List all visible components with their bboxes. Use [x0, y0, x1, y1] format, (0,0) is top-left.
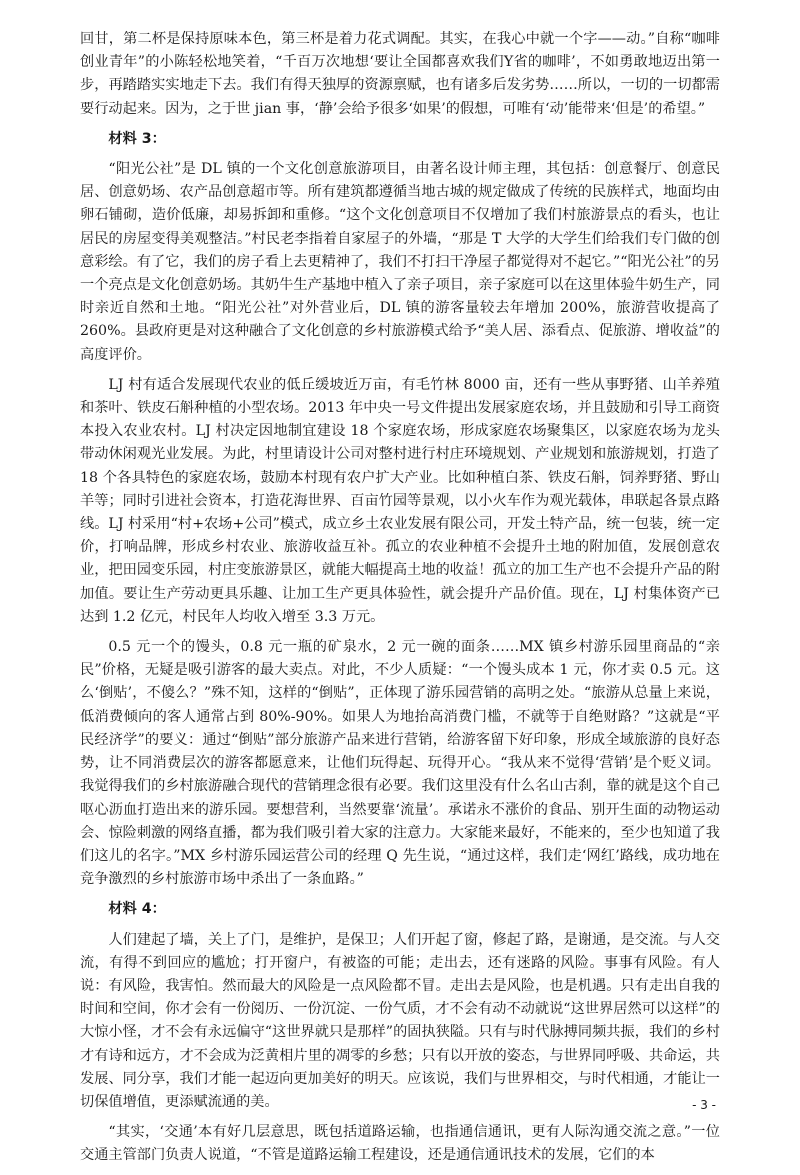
material-3-paragraph-3: 0.5 元一个的馒头，0.8 元一瓶的矿泉水，2 元一碗的面条……MX 镇乡村游乐园里商品的“亲民”价格，无疑是吸引游客的最大卖点。对此，不少人质疑：“一个馒头成本 1 元，你才卖 0.5 元。这么‘倒贴’，不傻么？”殊不知，这样的“倒贴”，正体现了游乐园营销的高明之处。“旅游从总量上来说，低消费倾向的客人通常占到 80%-90%。如果人为地抬高消费门槛，不就等于自绝财路？”这就是“平民经济学”的要义：通过“倒贴”部分旅游产品来进行营销，给游客留下好印象，形成全域旅游的良好态势，让不同消费层次的游客都愿意来，让他们玩得起、玩得开心。“我从来不觉得‘营销’是个贬义词。我觉得我们的乡村旅游融合现代的营销理念很有必要。我们这里没有什么名山古刹，靠的就是这个自己呕心沥血打造出来的游乐园。要想营利，当然要靠‘流量’。承诺永不涨价的食品、别开生面的动物运动会、惊险刺激的网络直播，都为我们吸引着大家的注意力。大家能来最好，不能来的，至少也知道了我们这儿的名字。”MX 乡村游乐园运营公司的经理 Q 先生说，“通过这样，我们走‘网红’路线，成功地在竞争激烈的乡村旅游市场中杀出了一条血路。” — [80, 639, 720, 888]
material-4-heading: 材料 4： — [108, 901, 166, 918]
document-body — [80, 28, 720, 1175]
material-4-paragraph-2: “其实，‘交通’本有好几层意思，既包括道路运输，也指通信通讯，更有人际沟通交流之意。”一位交通主管部门负责人说道，“不管是道路运输工程建设，还是通信通讯技术的发展，它们的本 — [80, 1124, 720, 1164]
material-3-paragraph-1: “阳光公社”是 DL 镇的一个文化创意旅游项目，由著名设计师主理，其包括：创意餐厅、创意民居、创意奶场、农产品创意超市等。所有建筑都遵循当地古城的规定做成了传统的民族样式，地面均由卵石铺砌，造价低廉，却易拆卸和重修。“这个文化创意项目不仅增加了我们村旅游景点的看头，也让居民的房屋变得美观整洁。”村民老李指着自家屋子的外墙，“那是 T 大学的大学生们给我们专门做的创意彩绘。有了它，我们的房子看上去更精神了，我们不打扫干净屋子都觉得对不起它。”“阳光公社”的另一个亮点是文化创意奶场。其奶牛生产基地中植入了亲子项目，亲子家庭可以在这里体验牛奶生产，同时亲近自然和土地。“阳光公社”对外营业后，DL 镇的游客量较去年增加 200%，旅游营收提高了 260%。县政府更是对这种融合了文化创意的乡村旅游模式给予“美人居、添看点、促旅游、增收益”的高度评价。 — [80, 161, 720, 363]
material-3-heading: 材料 3： — [108, 130, 166, 147]
page-number: - 3 - — [692, 1098, 716, 1112]
material-3-paragraph-2: LJ 村有适合发展现代农业的低丘缓坡近万亩，有毛竹林 8000 亩，还有一些从事野猪、山羊养殖和茶叶、铁皮石斛种植的小型农场。2013 年中央一号文件提出发展家庭农场，并且鼓励和引导工商资本投入农业农村。LJ 村决定因地制宜建设 18 个家庭农场，形成家庭农场聚集区，以家庭农场为龙头带动休闲观光业发展。为此，村里请设计公司对整村进行村庄环境规划、产业规划和旅游规划，打造了 18 个各具特色的家庭农场，鼓励本村现有农户扩大产业。比如种植白茶、铁皮石斛，饲养野猪、野山羊等；同时引进社会资本，打造花海世界、百亩竹园等景观，以小火车作为观光载体，串联起各景点路线。LJ 村采用“村+农场+公司”模式，成立乡土农业发展有限公司，开发土特产品，统一包装，统一定价，打响品牌，形成乡村农业、旅游收益互补。孤立的农业种植不会提升土地的附加值，发展创意农业，把田园变乐园，村庄变旅游景区，就能大幅提高土地的收益！孤立的加工生产也不会提升产品的附加值。要让生产劳动更具乐趣、让加工生产更具体验性，就会提升产品价值。现在，LJ 村集体资产已达到 1.2 亿元，村民年人均收入增至 3.3 万元。 — [80, 376, 720, 625]
paragraph-continued: 回甘，第二杯是保持原味本色，第三杯是着力花式调配。其实，在我心中就一个字——动。”自称“咖啡创业青年”的小陈轻松地笑着，“千百万次地想‘要让全国都喜欢我们Y省的咖啡’，不如勇敢地迈出第一步，再踏踏实实地走下去。我们有得天独厚的资源禀赋，也有诸多后发劣势……所以，一切的一切都需要行动起来。因为，之于世 jian 事，‘静’会给予很多‘如果’的假想，可唯有‘动’能带来‘但是’的希望。” — [80, 31, 720, 117]
material-4-paragraph-1: 人们建起了墙，关上了门，是维护，是保卫；人们开起了窗，修起了路，是谢通，是交流。与人交流，有得不到回应的尴尬；打开窗户，有被盗的可能；走出去，还有迷路的风险。事事有风险。有人说：有风险，我害怕。然而最大的风险是一点风险都不冒。走出去是风险，也是机遇。只有走出自我的时间和空间，你才会有一份阅历、一份沉淀、一份气质，才不会有动不动就说“这世界居然可以这样”的大惊小怪，才不会有永远偏守“这世界就只是那样”的固执狭隘。只有与时代脉搏同频共振，我们的乡村才有诗和远方，才不会成为泛黄相片里的凋零的乡愁；只有以开放的姿态，与世界同呼吸、共命运，共发展、同分享，我们才能一起迈向更加美好的明天。应该说，我们与世界相交，与时代相通，才能让一切保值增值，更添赋流通的美。 — [80, 931, 720, 1110]
